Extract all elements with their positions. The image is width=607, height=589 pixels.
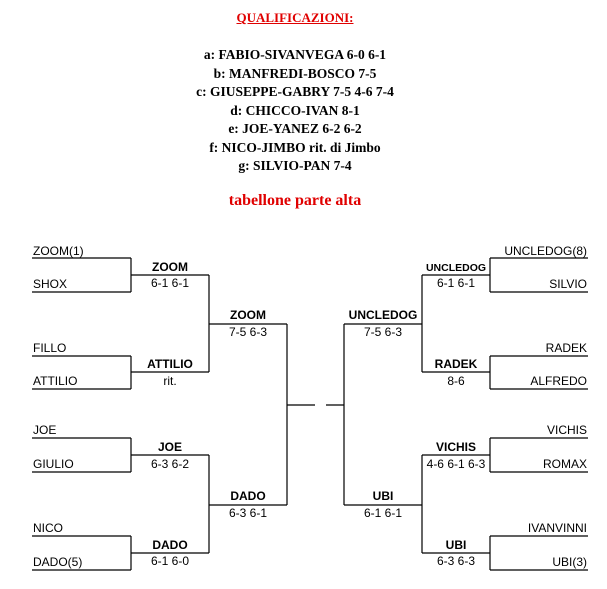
match-winner: JOE bbox=[157, 440, 183, 454]
player-name: NICO bbox=[33, 521, 63, 535]
match-winner: DADO bbox=[152, 538, 188, 552]
match-score: 7-5 6-3 bbox=[363, 325, 403, 339]
match-score: 6-3 6-3 bbox=[436, 554, 476, 568]
match-winner: UNCLEDOG bbox=[425, 262, 487, 274]
player-name: ROMAX bbox=[542, 457, 587, 471]
match-score: 6-1 6-1 bbox=[150, 276, 190, 290]
match-score: 7-5 6-3 bbox=[228, 325, 268, 339]
player-name: UNCLEDOG(8) bbox=[504, 244, 587, 258]
qualification-result: b: MANFREDI-BOSCO 7-5 bbox=[213, 65, 377, 81]
player-name: ATTILIO bbox=[33, 374, 78, 388]
qualification-result: f: NICO-JIMBO rit. di Jimbo bbox=[209, 139, 381, 155]
match-score: 6-1 6-1 bbox=[363, 506, 403, 520]
match-score: 4-6 6-1 6-3 bbox=[426, 457, 486, 471]
match-winner: ZOOM bbox=[152, 260, 188, 274]
match-winner: UNCLEDOG bbox=[348, 308, 418, 322]
match-winner: UBI bbox=[445, 538, 467, 552]
match-score: 8-6 bbox=[447, 374, 465, 388]
bracket-subtitle: tabellone parte alta bbox=[228, 192, 362, 209]
qualifications-title: QUALIFICAZIONI: bbox=[236, 10, 354, 25]
match-winner: RADEK bbox=[434, 357, 478, 371]
player-name: UBI(3) bbox=[552, 555, 587, 569]
match-winner: DADO bbox=[230, 489, 266, 503]
match-winner: UBI bbox=[372, 489, 394, 503]
player-name: SILVIO bbox=[549, 277, 587, 291]
player-name: JOE bbox=[33, 423, 57, 437]
match-score: 6-1 6-1 bbox=[436, 276, 476, 290]
match-winner: ZOOM bbox=[230, 308, 266, 322]
player-name: RADEK bbox=[545, 341, 587, 355]
match-score: 6-1 6-0 bbox=[150, 554, 190, 568]
qualification-result: c: GIUSEPPE-GABRY 7-5 4-6 7-4 bbox=[196, 84, 394, 99]
match-winner: ATTILIO bbox=[147, 357, 193, 371]
qualification-result: e: JOE-YANEZ 6-2 6-2 bbox=[228, 121, 362, 136]
match-score: rit. bbox=[163, 374, 177, 388]
match-score: 6-3 6-2 bbox=[150, 457, 190, 471]
qualification-result: g: SILVIO-PAN 7-4 bbox=[238, 158, 352, 173]
player-name: ZOOM(1) bbox=[33, 244, 84, 258]
match-winner: VICHIS bbox=[435, 440, 477, 454]
player-name: GIULIO bbox=[33, 457, 74, 471]
qualification-result: d: CHICCO-IVAN 8-1 bbox=[230, 102, 360, 118]
qualification-result: a: FABIO-SIVANVEGA 6-0 6-1 bbox=[203, 47, 387, 62]
player-name: VICHIS bbox=[546, 423, 587, 437]
player-name: IVANVINNI bbox=[527, 521, 587, 535]
match-score: 6-3 6-1 bbox=[228, 506, 268, 520]
player-name: FILLO bbox=[33, 341, 67, 355]
player-name: SHOX bbox=[33, 277, 68, 291]
player-name: DADO(5) bbox=[33, 555, 83, 569]
player-name: ALFREDO bbox=[530, 374, 587, 388]
